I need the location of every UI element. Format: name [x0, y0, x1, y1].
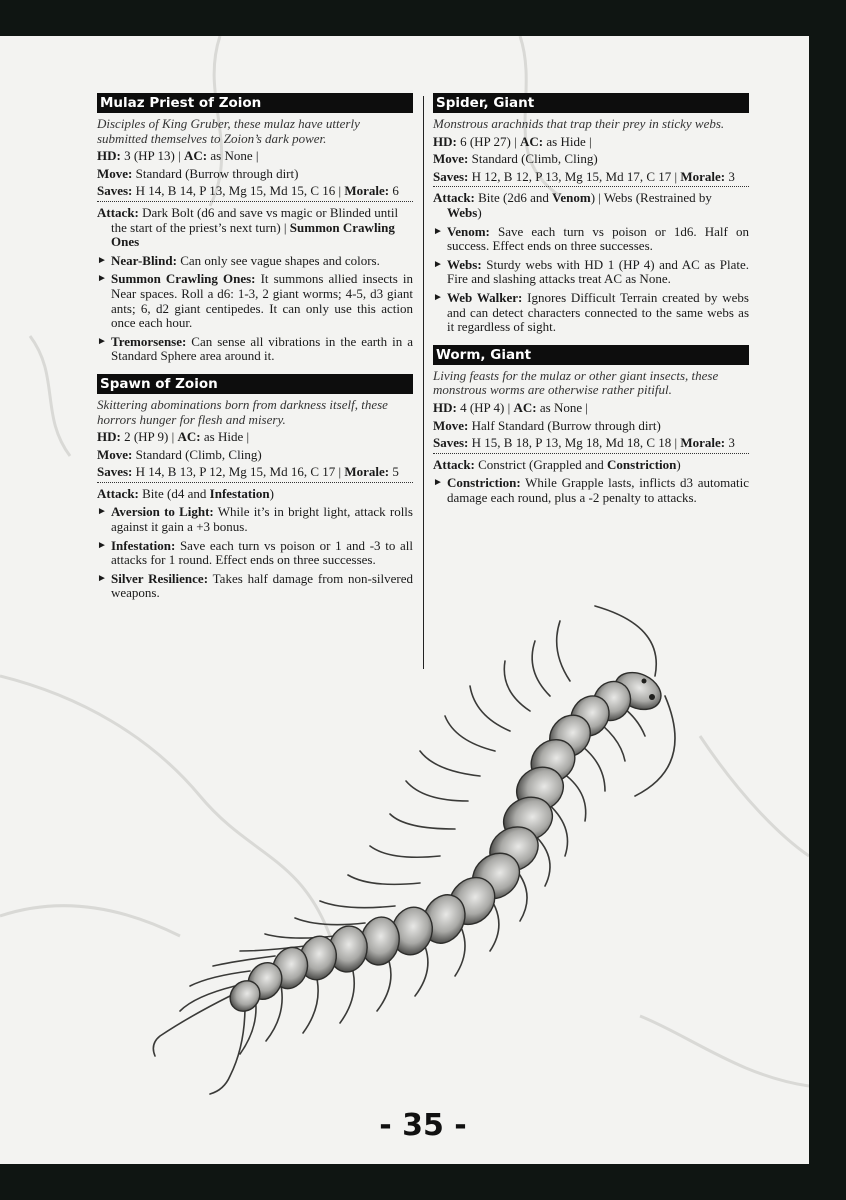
- ability-item: ► Aversion to Light: While it’s in bright light, attack rolls against it gain a +3 bonus.: [97, 504, 413, 535]
- page-number: - 35 -: [379, 1108, 467, 1143]
- column-divider: [423, 96, 424, 669]
- statblock-mulaz-priest: [97, 93, 413, 364]
- saves-line: Saves: H 12, B 12, P 13, Mg 15, Md 17, C 17 | Morale: 3: [433, 170, 749, 188]
- statblock-spawn-of-zoion: [97, 374, 413, 601]
- ability-item: ► Tremorsense: Can sense all vibrations in the earth in a Standard Sphere area around it.: [97, 333, 413, 364]
- statblock-title: Worm, Giant: [433, 345, 749, 365]
- arrow-bullet-icon: ►: [433, 477, 443, 489]
- arrow-bullet-icon: ►: [433, 258, 443, 270]
- arrow-bullet-icon: ►: [97, 539, 107, 551]
- ability-item: ► Constriction: While Grapple lasts, inflicts d3 automatic damage each round, plus a -2 penalty to attacks.: [433, 475, 749, 505]
- statblock-description: Skittering abominations born from darkness itself, these horrors hunger for flesh and misery.: [97, 396, 388, 427]
- statblock-title: Spawn of Zoion: [97, 374, 413, 394]
- attack-line: Attack: Dark Bolt (d6 and save vs magic or Blinded until the start of the priest’s next turn) | Summon Crawling Ones: [97, 204, 399, 250]
- ability-item: ► Webs: Sturdy webs with HD 1 (HP 4) and AC as Plate. Fire and slashing attacks treat AC as None.: [433, 256, 749, 287]
- hd-ac-line: HD: 2 (HP 9) | AC: as Hide |: [97, 429, 250, 445]
- statblock-description: Monstrous arachnids that trap their prey in sticky webs.: [433, 116, 725, 131]
- ability-item: ► Venom: Save each turn vs poison or 1d6. Half on success. Effect ends on three successes.: [433, 223, 749, 254]
- statblock-title: Spider, Giant: [433, 93, 749, 113]
- right-column: [433, 93, 749, 509]
- statblock-giant-spider: [433, 93, 749, 335]
- saves-line: Saves: H 15, B 18, P 13, Mg 18, Md 18, C 18 | Morale: 3: [433, 436, 749, 454]
- statblock-giant-worm: [433, 345, 749, 506]
- attack-line: Attack: Bite (2d6 and Venom) | Webs (Restrained by Webs): [433, 190, 712, 220]
- attack-line: Attack: Bite (d4 and Infestation): [97, 485, 274, 501]
- move-line: Move: Standard (Climb, Cling): [97, 446, 262, 462]
- hd-ac-line: HD: 6 (HP 27) | AC: as Hide |: [433, 133, 592, 149]
- ability-item: ► Web Walker: Ignores Difficult Terrain created by webs and can detect characters connected to the same webs as it regardless of sight.: [433, 289, 749, 335]
- arrow-bullet-icon: ►: [97, 254, 107, 266]
- giant-centipede-illustration: [150, 601, 690, 1106]
- move-line: Move: Standard (Climb, Cling): [433, 151, 598, 167]
- arrow-bullet-icon: ►: [433, 225, 443, 237]
- saves-line: Saves: H 14, B 13, P 12, Mg 15, Md 16, C 17 | Morale: 5: [97, 465, 413, 483]
- move-line: Move: Standard (Burrow through dirt): [97, 165, 299, 181]
- move-line: Move: Half Standard (Burrow through dirt): [433, 417, 661, 433]
- arrow-bullet-icon: ►: [97, 335, 107, 347]
- statblock-description: Living feasts for the mulaz or other giant insects, these monstrous worms are otherwise rather pitiful.: [433, 367, 719, 398]
- ability-item: ► Near-Blind: Can only see vague shapes and colors.: [97, 252, 380, 268]
- ability-item: ► Summon Crawling Ones: It summons allied insects in Near spaces. Roll a d6: 1-3, 2 giant worms; 4-5, d3 giant ants; 6, d2 giant centipedes. It can only use this action once each hour.: [97, 271, 413, 331]
- ability-item: ► Infestation: Save each turn vs poison or 1 and -3 to all attacks for 1 round. Effect ends on three successes.: [97, 537, 413, 568]
- arrow-bullet-icon: ►: [97, 506, 107, 518]
- hd-ac-line: HD: 4 (HP 4) | AC: as None |: [433, 399, 588, 415]
- left-column: [97, 93, 413, 605]
- attack-line: Attack: Constrict (Grappled and Constriction): [433, 456, 681, 472]
- arrow-bullet-icon: ►: [433, 291, 443, 303]
- ability-item: ► Silver Resilience: Takes half damage from non-silvered weapons.: [97, 570, 414, 601]
- rulebook-page: [0, 36, 809, 1164]
- arrow-bullet-icon: ►: [97, 572, 107, 584]
- saves-line: Saves: H 14, B 14, P 13, Mg 15, Md 15, C 16 | Morale: 6: [97, 184, 413, 202]
- hd-ac-line: HD: 3 (HP 13) | AC: as None |: [97, 148, 259, 164]
- arrow-bullet-icon: ►: [97, 273, 107, 285]
- statblock-description: Disciples of King Gruber, these mulaz have utterly submitted themselves to Zoion’s dark power.: [97, 116, 360, 146]
- statblock-title: Mulaz Priest of Zoion: [97, 93, 413, 113]
